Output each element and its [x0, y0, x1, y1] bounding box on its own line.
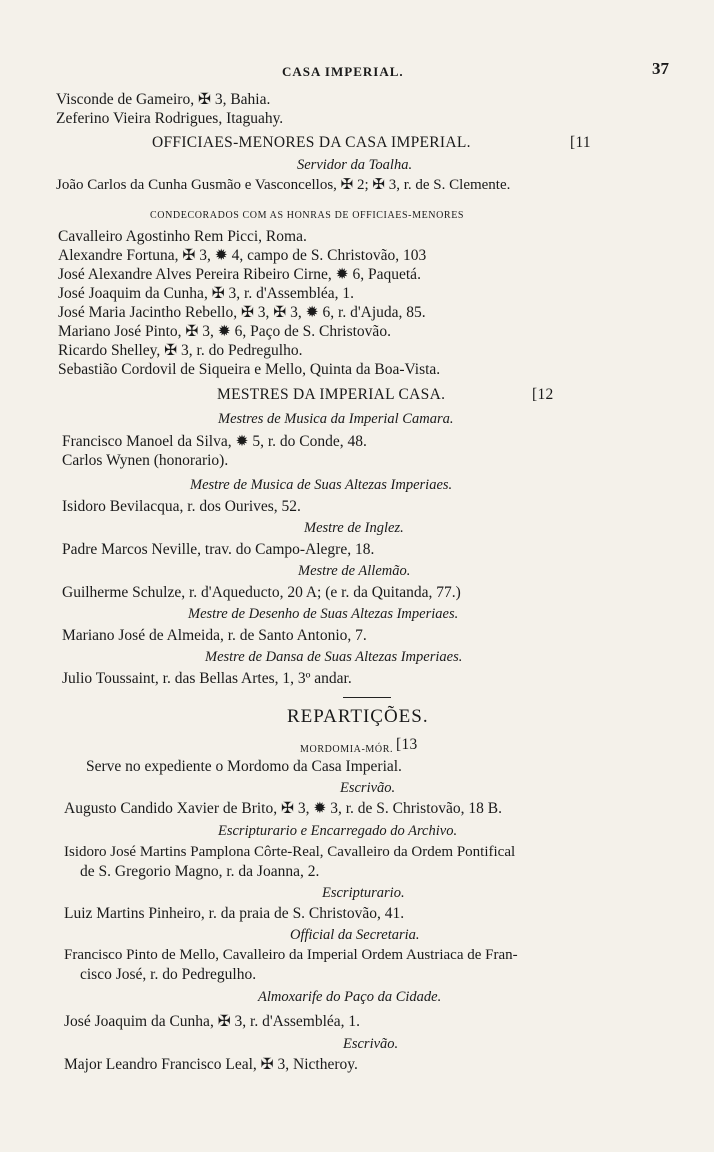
- entry-line: João Carlos da Cunha Gusmão e Vasconcellos, ✠ 2; ✠ 3, r. de S. Clemente.: [56, 177, 511, 193]
- entry-line: Ricardo Shelley, ✠ 3, r. do Pedregulho.: [58, 342, 303, 359]
- entry-line: José Joaquim da Cunha, ✠ 3, r. d'Assembléa, 1.: [58, 285, 355, 302]
- subheading: Official da Secretaria.: [290, 927, 420, 943]
- entry-line: José Maria Jacintho Rebello, ✠ 3, ✠ 3, ✹ 6, r. d'Ajuda, 85.: [58, 304, 426, 321]
- subheading: Servidor da Toalha.: [297, 157, 413, 173]
- subheading: Almoxarife do Paço da Cidade.: [258, 989, 442, 1005]
- entry-line: Mariano José Pinto, ✠ 3, ✹ 6, Paço de S. Christovão.: [58, 323, 391, 340]
- entry-line: Francisco Manoel da Silva, ✹ 5, r. do Conde, 48.: [62, 433, 367, 450]
- running-title: CASA IMPERIAL.: [282, 64, 404, 79]
- entry-line: Cavalleiro Agostinho Rem Picci, Roma.: [58, 228, 307, 245]
- section-count: [12: [532, 386, 554, 403]
- section-divider: [343, 697, 391, 698]
- subheading: Escrivão.: [340, 780, 396, 796]
- section-count: [11: [570, 134, 591, 151]
- page-number: 37: [652, 59, 669, 78]
- entry-line: Isidoro José Martins Pamplona Côrte-Real, Cavalleiro da Ordem Pontifical: [64, 844, 516, 860]
- entry-line: José Joaquim da Cunha, ✠ 3, r. d'Assembléa, 1.: [64, 1013, 361, 1030]
- entry-line: Guilherme Schulze, r. d'Aqueducto, 20 A; (e r. da Quitanda, 77.): [62, 584, 461, 601]
- entry-line: Zeferino Vieira Rodrigues, Itaguahy.: [56, 110, 284, 127]
- entry-line: Carlos Wynen (honorario).: [62, 452, 229, 469]
- entry-line: José Alexandre Alves Pereira Ribeiro Cirne, ✹ 6, Paquetá.: [58, 266, 421, 283]
- entry-line: Luiz Martins Pinheiro, r. da praia de S. Christovão, 41.: [64, 905, 405, 922]
- subheading-mordomia: MORDOMIA-MÓR.: [300, 744, 394, 755]
- subheading: Mestre de Dansa de Suas Altezas Imperiaes.: [205, 649, 463, 665]
- entry-line: Sebastião Cordovil de Siqueira e Mello, Quinta da Boa-Vista.: [58, 361, 441, 378]
- section-count: [13: [396, 736, 418, 753]
- entry-line: Julio Toussaint, r. das Bellas Artes, 1, 3º andar.: [62, 670, 352, 687]
- entry-line: de S. Gregorio Magno, r. da Joanna, 2.: [80, 863, 320, 880]
- subheading: Mestre de Musica de Suas Altezas Imperiaes.: [190, 477, 453, 493]
- entry-line: Major Leandro Francisco Leal, ✠ 3, Nictheroy.: [64, 1056, 358, 1073]
- section-title-officiaes: OFFICIAES-MENORES DA CASA IMPERIAL.: [152, 134, 471, 151]
- entry-line: Isidoro Bevilacqua, r. dos Ourives, 52.: [62, 498, 301, 515]
- subheading: Mestre de Inglez.: [304, 520, 404, 536]
- section-title-mestres: MESTRES DA IMPERIAL CASA.: [217, 386, 446, 403]
- entry-line: Alexandre Fortuna, ✠ 3, ✹ 4, campo de S. Christovão, 103: [58, 247, 427, 264]
- subheading: Escrivão.: [343, 1036, 399, 1052]
- entry-line: Serve no expediente o Mordomo da Casa Imperial.: [86, 758, 402, 775]
- subheading: Escripturario e Encarregado do Archivo.: [218, 823, 458, 839]
- subheading: Mestre de Allemão.: [298, 563, 411, 579]
- subheading: Mestre de Desenho de Suas Altezas Imperiaes.: [188, 606, 459, 622]
- entry-line: Francisco Pinto de Mello, Cavalleiro da Imperial Ordem Austriaca de Fran-: [64, 947, 518, 963]
- subheading: Escripturario.: [322, 885, 405, 901]
- subheading: Mestres de Musica da Imperial Camara.: [218, 411, 454, 427]
- section-title-reparticoes: REPARTIÇÕES.: [287, 706, 429, 727]
- subheading-condecorados: CONDECORADOS COM AS HONRAS DE OFFICIAES-MENORES: [150, 210, 465, 221]
- entry-line: cisco José, r. do Pedregulho.: [80, 966, 257, 983]
- entry-line: Augusto Candido Xavier de Brito, ✠ 3, ✹ 3, r. de S. Christovão, 18 B.: [64, 800, 502, 817]
- entry-line: Padre Marcos Neville, trav. do Campo-Alegre, 18.: [62, 541, 375, 558]
- entry-line: Mariano José de Almeida, r. de Santo Antonio, 7.: [62, 627, 367, 644]
- entry-line: Visconde de Gameiro, ✠ 3, Bahia.: [56, 91, 271, 108]
